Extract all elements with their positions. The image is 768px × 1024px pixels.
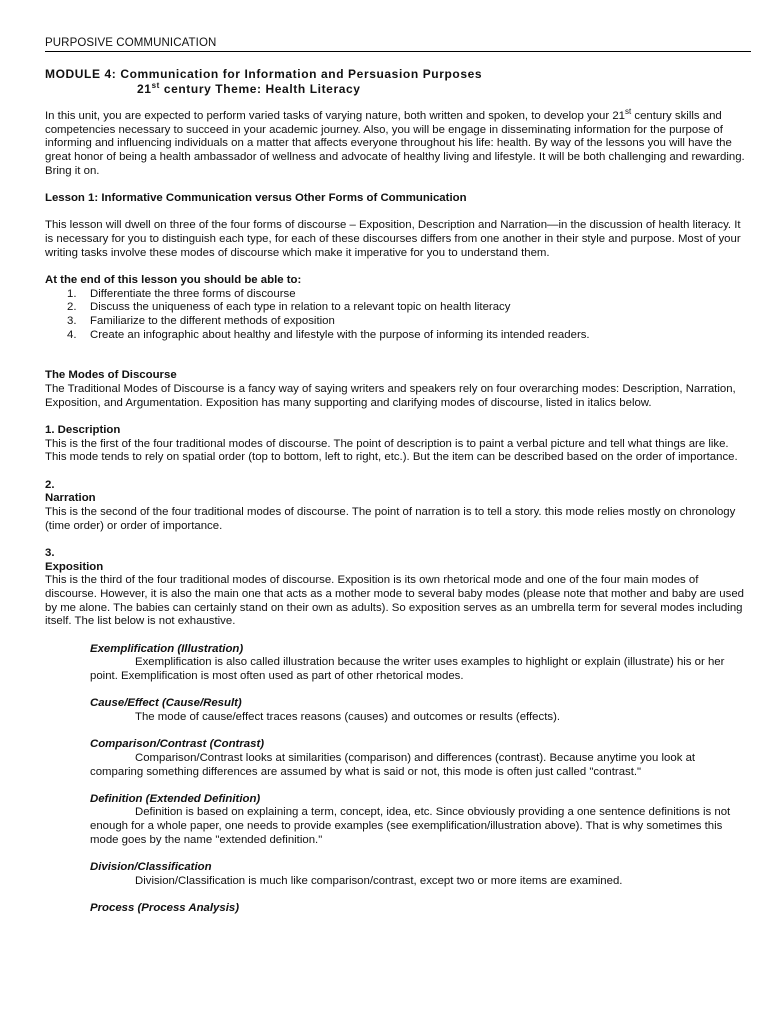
- objective-text: Familiarize to the different methods of exposition: [90, 314, 335, 327]
- description-heading: 1. Description: [45, 423, 121, 436]
- module-theme: [137, 82, 361, 96]
- objective-text: Discuss the uniqueness of each type in relation to a relevant topic on health literacy: [90, 301, 511, 314]
- spacer: [45, 356, 751, 370]
- document-body: [45, 107, 751, 929]
- objective-text: Differentiate the three forms of discourse: [90, 287, 296, 300]
- narration-heading: Narration: [45, 492, 96, 505]
- expository-mode-title: Process (Process Analysis): [90, 901, 240, 914]
- header-rule: [45, 51, 751, 52]
- narration-number: 2.: [45, 478, 55, 491]
- exposition-number: 3.: [45, 546, 55, 559]
- expository-mode-text: Division/Classification is much like comparison/contrast, except two or more items are examined.: [135, 874, 623, 887]
- expository-mode-text: Definition is based on explaining a term, concept, idea, etc. Since obviously providing a one sentence definitions is not enough for a whole paper, one needs to provide examples (see exemplification/illustration above). That is why sometimes this mode goes by the name "extended definition.": [90, 806, 731, 846]
- expository-mode: [90, 643, 751, 684]
- objectives-list: [45, 288, 751, 343]
- lesson-title: Lesson 1: Informative Communication versus Other Forms of Communication: [45, 192, 467, 205]
- module-title: MODULE 4: Communication for Information and Persuasion Purposes: [45, 67, 483, 81]
- objective-item: [45, 288, 751, 302]
- intro-text-a: In this unit, you are expected to perform varied tasks of varying nature, both written and spoken, to develop your 21: [45, 110, 625, 122]
- objective-number: 4.: [67, 328, 77, 341]
- expository-mode-title: Definition (Extended Definition): [90, 792, 261, 805]
- expository-mode-text: Comparison/Contrast looks at similarities (comparison) and differences (contrast). Because anytime you look at comparing something differences are assumed by what is said or not, this mode is often just called "contrast.": [90, 751, 696, 778]
- objective-item: [45, 329, 751, 343]
- expository-mode: [90, 697, 751, 724]
- expository-mode: [90, 902, 751, 916]
- objective-number: 2.: [67, 301, 77, 314]
- intro-text-b: century skills and competencies necessary to succeed in your academic journey. Also, you will be engage in disseminating information for the purpose of informing and influencing individuals on a matter that affects everyone throughout his life: health. By way of the lessons you will have the great honor of being a health ambassador of wellness and advocate of healthy living and lifestyle. It will be both challenging and rewarding. Bring it on.: [45, 110, 745, 177]
- lesson-description: This lesson will dwell on three of the four forms of discourse – Exposition, Description and Narration—in the discussion of health literacy. It is necessary for you to distinguish each type, for each of these discourses differs from one another in their style and purpose. Most of your writing tasks involve these modes of discourse which make it imperative for you to understand them.: [45, 219, 741, 259]
- objective-number: 1.: [67, 287, 77, 300]
- exposition-heading: Exposition: [45, 560, 104, 573]
- expository-mode: [90, 793, 751, 848]
- modes-intro: The Traditional Modes of Discourse is a fancy way of saying writers and speakers rely on four overarching modes: Description, Narration, Exposition, and Argumentation. Exposition has many supporting and clarifying modes of discourse, listed in italics below.: [45, 383, 736, 409]
- theme-ordinal: st: [151, 81, 160, 90]
- theme-text: century Theme: Health Literacy: [159, 82, 361, 96]
- expository-mode: [90, 861, 751, 888]
- objective-number: 3.: [67, 314, 77, 327]
- intro-paragraph: [45, 107, 751, 179]
- narration-text: This is the second of the four traditional modes of discourse. The point of narration is to tell a story. this mode relies mostly on chronology (time order) or order of importance.: [45, 505, 736, 532]
- objective-item: [45, 315, 751, 329]
- description-text: This is the first of the four traditional modes of discourse. The point of description is to paint a verbal picture and tell what things are like. This mode tends to rely on spatial order (top to bottom, left to right, etc.). But the item can be described based on the order of importance.: [45, 437, 738, 464]
- expository-mode-title: Comparison/Contrast (Contrast): [90, 738, 265, 751]
- theme-number: 21: [137, 82, 152, 96]
- objective-text: Create an infographic about healthy and lifestyle with the purpose of informing its intended readers.: [90, 328, 590, 341]
- expository-mode-title: Division/Classification: [90, 861, 212, 874]
- expository-mode-text: The mode of cause/effect traces reasons (causes) and outcomes or results (effects).: [135, 710, 561, 723]
- intro-ordinal: st: [625, 107, 632, 117]
- objectives-intro: At the end of this lesson you should be able to:: [45, 273, 302, 286]
- expository-mode: [90, 738, 751, 779]
- exposition-text: This is the third of the four traditional modes of discourse. Exposition is its own rhetorical mode and one of the four main modes of discourse. However, it is also the main one that acts as a mother mode to several baby modes (please note that mother and baby are used by me alone. The babies can certainly stand on their own as adults). So exposition serves as an umbrella term for several modes including itself. The list below is not exhaustive.: [45, 574, 745, 628]
- expository-mode-title: Exemplification (Illustration): [90, 642, 244, 655]
- expository-mode-title: Cause/Effect (Cause/Result): [90, 697, 242, 710]
- modes-heading: The Modes of Discourse: [45, 369, 177, 382]
- objective-item: [45, 301, 751, 315]
- running-header: PURPOSIVE COMMUNICATION: [45, 37, 217, 49]
- expository-mode-text: Exemplification is also called illustration because the writer uses examples to highlight or explain (illustrate) his or her point. Exemplification is most often used as part of other rhetorical modes.: [90, 656, 725, 682]
